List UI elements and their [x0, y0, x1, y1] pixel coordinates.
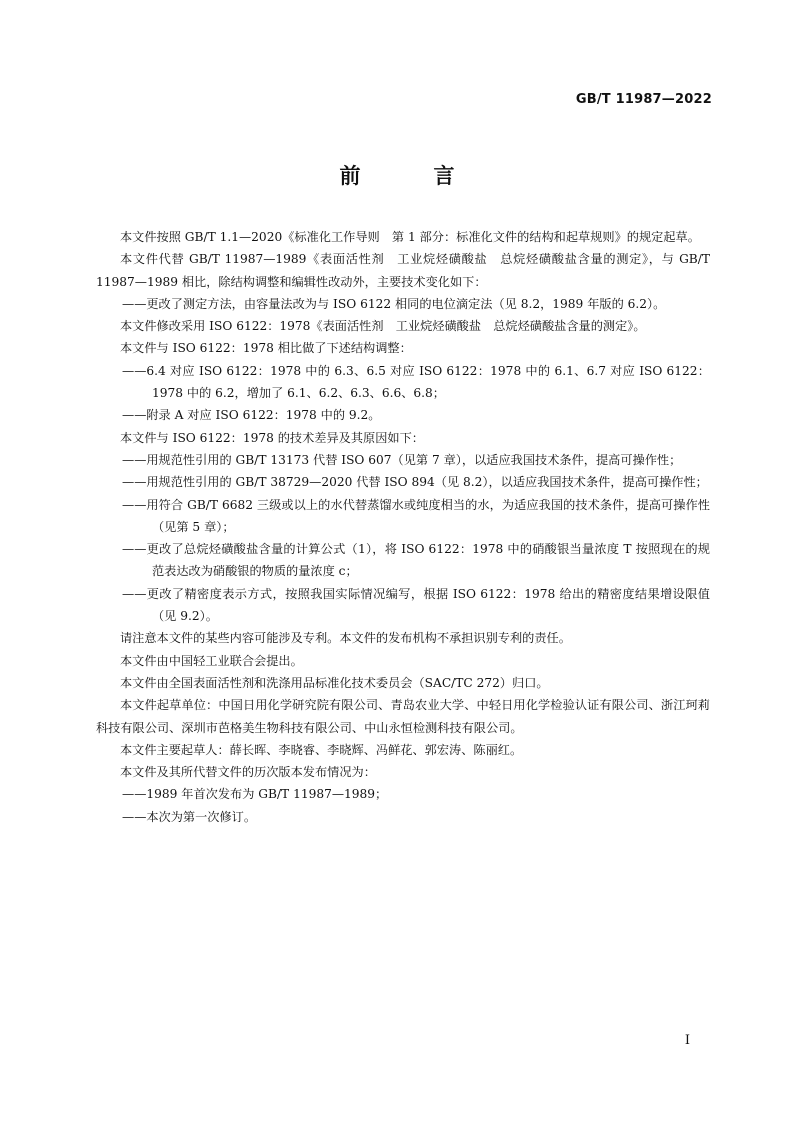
- paragraph-technical-differences: 本文件与 ISO 6122：1978 的技术差异及其原因如下：: [120, 430, 424, 445]
- paragraph-modified-adoption: 本文件修改采用 ISO 6122：1978《表面活性剂 工业烷烃磺酸盐 总烷烃磺酸盐含量的测定》。: [120, 319, 646, 334]
- list-item-annex-a: ——附录 A 对应 ISO 6122：1978 中的 9.2。: [122, 408, 381, 423]
- paragraph-replaces: 本文件代替 GB/T 11987—1989《表面活性剂 工业烷烃磺酸盐 总烷烃磺酸盐含量的测定》，与 GB/T 11987—1989 相比，除结构调整和编辑性改动外，主要技术变化如下：: [96, 252, 710, 289]
- list-item-first-revision: ——本次为第一次修订。: [122, 809, 257, 824]
- page-title: 前 言: [339, 164, 481, 188]
- paragraph-drafters: 本文件主要起草人：薛长晖、李晓睿、李晓辉、冯鲜花、郭宏涛、陈丽红。: [120, 742, 523, 757]
- paragraph-drafting-rules: 本文件按照 GB/T 1.1—2020《标准化工作导则 第 1 部分：标准化文件的结构和起草规则》的规定起草。: [120, 230, 700, 244]
- list-item-water-grade: ——用符合 GB/T 6682 三级或以上的水代替蒸馏水或纯度相当的水，为适应我国的技术条件，提高可操作性（见第 5 章）；: [122, 497, 710, 534]
- list-item-formula-change: ——更改了总烷烃磺酸盐含量的计算公式（1），将 ISO 6122：1978 中的硝酸银当量浓度 T 按照现在的规范表达改为硝酸银的物质的量浓度 c；: [122, 542, 710, 579]
- foreword-body: [96, 226, 710, 828]
- paragraph-technical-committee: 本文件由全国表面活性剂和洗涤用品标准化技术委员会（SAC/TC 272）归口。: [120, 675, 549, 690]
- list-item-precision: ——更改了精密度表示方式，按照我国实际情况编写，根据 ISO 6122：1978 给出的精密度结果增设限值（见 9.2）。: [122, 586, 710, 624]
- list-item-structure-mapping: ——6.4 对应 ISO 6122：1978 中的 6.3、6.5 对应 ISO 6122：1978 中的 6.1、6.7 对应 ISO 6122：1978 中的 6.2，增加了 6.1、6.2、6.3、6.6、6.8；: [122, 363, 710, 401]
- page-number: I: [684, 1033, 690, 1048]
- list-item-gbt13173: ——用规范性引用的 GB/T 13173 代替 ISO 607（见第 7 章），以适应我国技术条件，提高可操作性；: [122, 452, 682, 467]
- standard-number: GB/T 11987—2022: [575, 92, 712, 107]
- paragraph-proposed-by: 本文件由中国轻工业联合会提出。: [120, 653, 303, 668]
- paragraph-patent-notice: 请注意本文件的某些内容可能涉及专利。本文件的发布机构不承担识别专利的责任。: [120, 631, 571, 646]
- list-item-first-edition: ——1989 年首次发布为 GB/T 11987—1989；: [122, 787, 388, 802]
- paragraph-drafting-units: 本文件起草单位：中国日用化学研究院有限公司、青岛农业大学、中轻日用化学检验认证有限公司、浙江珂莉科技有限公司、深圳市芭格美生物科技有限公司、中山永恒检测科技有限公司。: [96, 698, 710, 735]
- list-item-gbt38729: ——用规范性引用的 GB/T 38729—2020 代替 ISO 894（见 8.2），以适应我国技术条件，提高可操作性；: [122, 475, 708, 490]
- paragraph-version-history: 本文件及其所代替文件的历次版本发布情况为：: [120, 765, 376, 780]
- paragraph-structure-adjustment: 本文件与 ISO 6122：1978 相比做了下述结构调整：: [120, 341, 412, 356]
- list-item-change-method: ——更改了测定方法，由容量法改为与 ISO 6122 相同的电位滴定法（见 8.2，1989 年版的 6.2）。: [122, 296, 666, 311]
